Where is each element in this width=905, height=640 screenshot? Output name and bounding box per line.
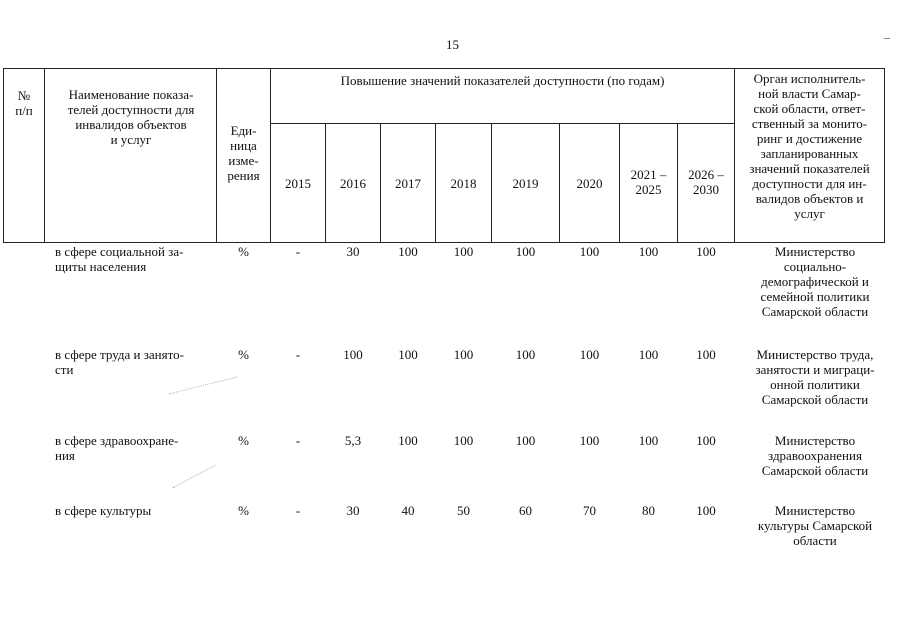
row-value-2019: 100 bbox=[515, 347, 536, 362]
row-name: в сфере труда и занято- сти bbox=[55, 347, 184, 377]
row-unit: % bbox=[238, 244, 249, 259]
header-group: Повышение значений показателей доступности (по годам) bbox=[340, 73, 665, 88]
row-value-2015: - bbox=[295, 244, 301, 259]
header-year-2018: 2018 bbox=[450, 176, 477, 191]
row-value-2017: 100 bbox=[398, 433, 418, 448]
row-value-2020: 100 bbox=[579, 244, 600, 259]
header-bottom-rule bbox=[3, 242, 884, 243]
row-value-2015: - bbox=[295, 347, 301, 362]
row-value-2016: 5,3 bbox=[344, 433, 362, 448]
row-value-2015: - bbox=[295, 433, 301, 448]
header-group-rule bbox=[270, 123, 734, 124]
corner-mark bbox=[884, 38, 890, 39]
row-value-2019: 100 bbox=[515, 244, 536, 259]
row-value-2018: 100 bbox=[453, 244, 474, 259]
row-value-2020: 100 bbox=[579, 433, 600, 448]
row-value-2026-2030: 100 bbox=[696, 347, 716, 362]
row-unit: % bbox=[238, 433, 249, 448]
row-value-2020: 70 bbox=[583, 503, 596, 518]
row-value-2026-2030: 100 bbox=[696, 503, 716, 518]
header-year-2016: 2016 bbox=[340, 176, 366, 191]
row-value-2019: 60 bbox=[519, 503, 532, 518]
header-year-2017: 2017 bbox=[395, 176, 421, 191]
header-year-2021-2025: 2021 – 2025 bbox=[630, 167, 667, 197]
header-num: № п/п bbox=[15, 88, 33, 118]
row-value-2018: 100 bbox=[453, 347, 474, 362]
row-value-2021-2025: 100 bbox=[638, 433, 659, 448]
row-value-2016: 30 bbox=[346, 244, 360, 259]
row-organ: Министерство здравоохранения Самарской области bbox=[761, 433, 869, 478]
row-value-2019: 100 bbox=[515, 433, 536, 448]
scan-smudge bbox=[169, 377, 237, 395]
row-organ: Министерство социально- демографической и семейной политики Самарской области bbox=[760, 244, 870, 319]
header-organ: Орган исполнитель- ной власти Самар- ской области, ответ- ственный за монито- ринг и достижение запланированных значений показателей доступности для ин- валидов объектов и услуг bbox=[749, 71, 870, 221]
row-value-2017: 40 bbox=[401, 503, 415, 518]
row-value-2026-2030: 100 bbox=[696, 433, 716, 448]
header-unit: Еди- ница изме- рения bbox=[227, 123, 260, 183]
row-name: в сфере здравоохране- ния bbox=[55, 433, 179, 463]
row-name: в сфере культуры bbox=[55, 503, 152, 518]
row-value-2026-2030: 100 bbox=[696, 244, 716, 259]
scan-smudge bbox=[173, 465, 216, 488]
row-value-2017: 100 bbox=[398, 244, 418, 259]
row-value-2016: 30 bbox=[346, 503, 360, 518]
header-year-2026-2030: 2026 – 2030 bbox=[688, 167, 724, 197]
row-value-2016: 100 bbox=[343, 347, 363, 362]
vline-right bbox=[884, 68, 885, 243]
row-value-2021-2025: 100 bbox=[638, 347, 659, 362]
row-unit: % bbox=[238, 503, 249, 518]
row-value-2018: 100 bbox=[453, 433, 474, 448]
row-organ: Министерство культуры Самарской области bbox=[757, 503, 873, 548]
vline-num bbox=[44, 68, 45, 243]
header-year-2020: 2020 bbox=[576, 176, 603, 191]
page-number: 15 bbox=[446, 37, 459, 52]
header-name: Наименование показа- телей доступности для инвалидов объектов и услуг bbox=[67, 87, 195, 147]
row-value-2021-2025: 100 bbox=[638, 244, 659, 259]
vline-unit bbox=[270, 68, 271, 243]
row-organ: Министерство труда, занятости и миграци- онной политики Самарской области bbox=[755, 347, 875, 407]
header-year-2015: 2015 bbox=[285, 176, 311, 191]
header-top-rule bbox=[3, 68, 884, 69]
row-unit: % bbox=[238, 347, 249, 362]
row-value-2015: - bbox=[295, 503, 301, 518]
row-value-2018: 50 bbox=[457, 503, 470, 518]
row-value-2017: 100 bbox=[398, 347, 418, 362]
row-value-2020: 100 bbox=[579, 347, 600, 362]
row-value-2021-2025: 80 bbox=[642, 503, 655, 518]
header-year-2019: 2019 bbox=[512, 176, 539, 191]
row-name: в сфере социальной за- щиты населения bbox=[55, 244, 184, 274]
